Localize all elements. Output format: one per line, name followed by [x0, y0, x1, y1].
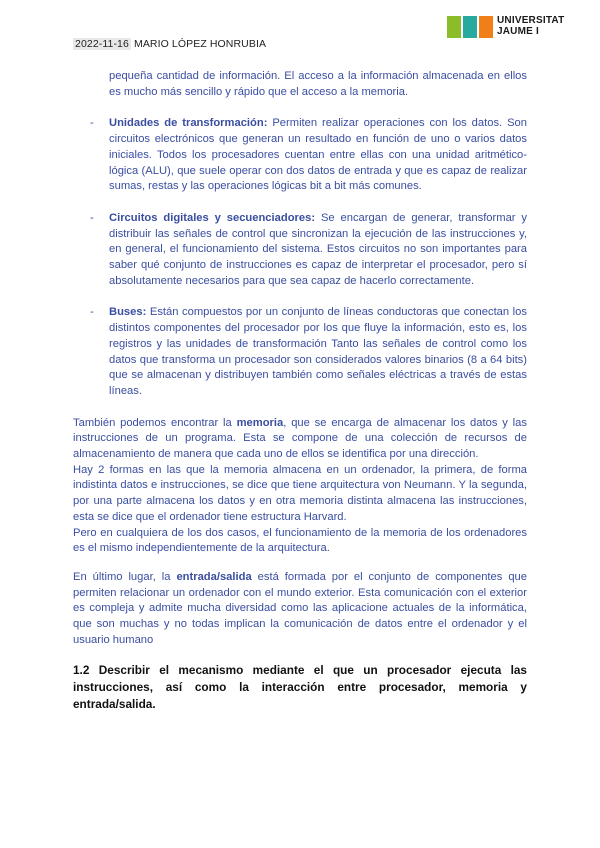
logo-square-green [447, 16, 461, 38]
logo-text [497, 15, 564, 37]
list-dash: - [90, 211, 94, 224]
list-dash: - [90, 117, 94, 130]
list-item-title: Circuitos digitales y secuenciadores: [109, 211, 316, 224]
list-item-title: Unidades de transformación: [109, 117, 268, 130]
io-keyword: entrada/salida [176, 570, 252, 583]
list-dash: - [90, 306, 94, 319]
document-body [73, 69, 527, 713]
memory-text-before: También podemos encontrar la [73, 416, 237, 429]
logo-line-1: UNIVERSITAT [497, 15, 565, 26]
section-heading: 1.2 Describir el mecanismo mediante el que un procesador ejecuta las instrucciones, así como la interacción entre procesador, memoria y entrada/salida. [73, 662, 527, 711]
continuation-paragraph: pequeña cantidad de información. El acceso a la información almacenada en ellos es mucho más sencillo y rápido que el acceso a la memoria. [109, 70, 527, 98]
list-item [90, 211, 527, 290]
memory-paragraph-3: Pero en cualquiera de los dos casos, el funcionamiento de la memoria de los ordenadores es el mismo independientemente de la arquitectura. [73, 526, 527, 555]
list-item-title: Buses: [109, 306, 147, 319]
list-item-text: Están compuestos por un conjunto de líneas conductoras que conectan los distintos componentes del procesador por los que fluye la información, esto es, los registros y las unidades de transformación Tanto las señales de control como los datos que transforma un procesador son considerados valores binarios (8 a 64 bits) que se almacenan y distribuyen también como señales eléctricas a través de estas líneas. [109, 306, 527, 397]
memory-text-after: , que se encarga de almacenar los datos y las instrucciones de un programa. Esta se compone de una colección de recursos de almacenamiento de manera que cada uno de ellos se identifica por una dirección. [73, 416, 527, 461]
memory-paragraph [73, 416, 527, 463]
io-text-before: En último lugar, la [73, 570, 177, 583]
page-header [73, 38, 266, 50]
logo-square-orange [479, 16, 493, 38]
io-paragraph [73, 570, 527, 649]
university-logo [447, 14, 577, 40]
io-text-after: está formada por el conjunto de componentes que permiten relacionar un ordenador con el mundo exterior. Esta comunicación con el exterior es compleja y admite mucha diversidad como las aplicacione actuales de la informática, que son muchas y no todas implican la comunicación de datos entre el ordenador y el usuario humano [73, 570, 527, 646]
header-author: MARIO LÓPEZ HONRUBIA [133, 38, 267, 50]
list-item [90, 116, 527, 195]
logo-square-teal [463, 16, 477, 38]
memory-keyword: memoria [236, 416, 284, 429]
list-item [90, 305, 527, 399]
list-item-text: Permiten realizar operaciones con los datos. Son circuitos electrónicos que generan un resultado en función de uno o varios datos iniciales. Todos los procesadores cuentan entre ellas con una unidad aritmético-lógica (ALU), que suele operar con dos datos de entrada y que es capaz de realizar sumas, restas y las operaciones lógicas bit a bit más comunes. [109, 117, 527, 193]
header-date: 2022-11-16 [75, 38, 129, 50]
logo-line-2: JAUME I [497, 26, 539, 37]
memory-paragraph-2: Hay 2 formas en las que la memoria almacena en un ordenador, la primera, de forma indistinta datos e instrucciones, se dice que tiene arquitectura von Neumann. Y la segunda, por una parte almacena los datos y en otra memoria distinta almacena las instrucciones, esta se dice que el ordenador tiene estructura Harvard. [73, 463, 527, 523]
list-item-text: Se encargan de generar, transformar y distribuir las señales de control que sincronizan la ejecución de las instrucciones y, en general, el funcionamiento del sistema. Estos circuitos no son importantes para saber qué conjunto de instrucciones es capaz de interpretar el procesador, pero sí absolutamente necesarios para que sea capaz de hacerlo correctamente. [109, 211, 527, 287]
